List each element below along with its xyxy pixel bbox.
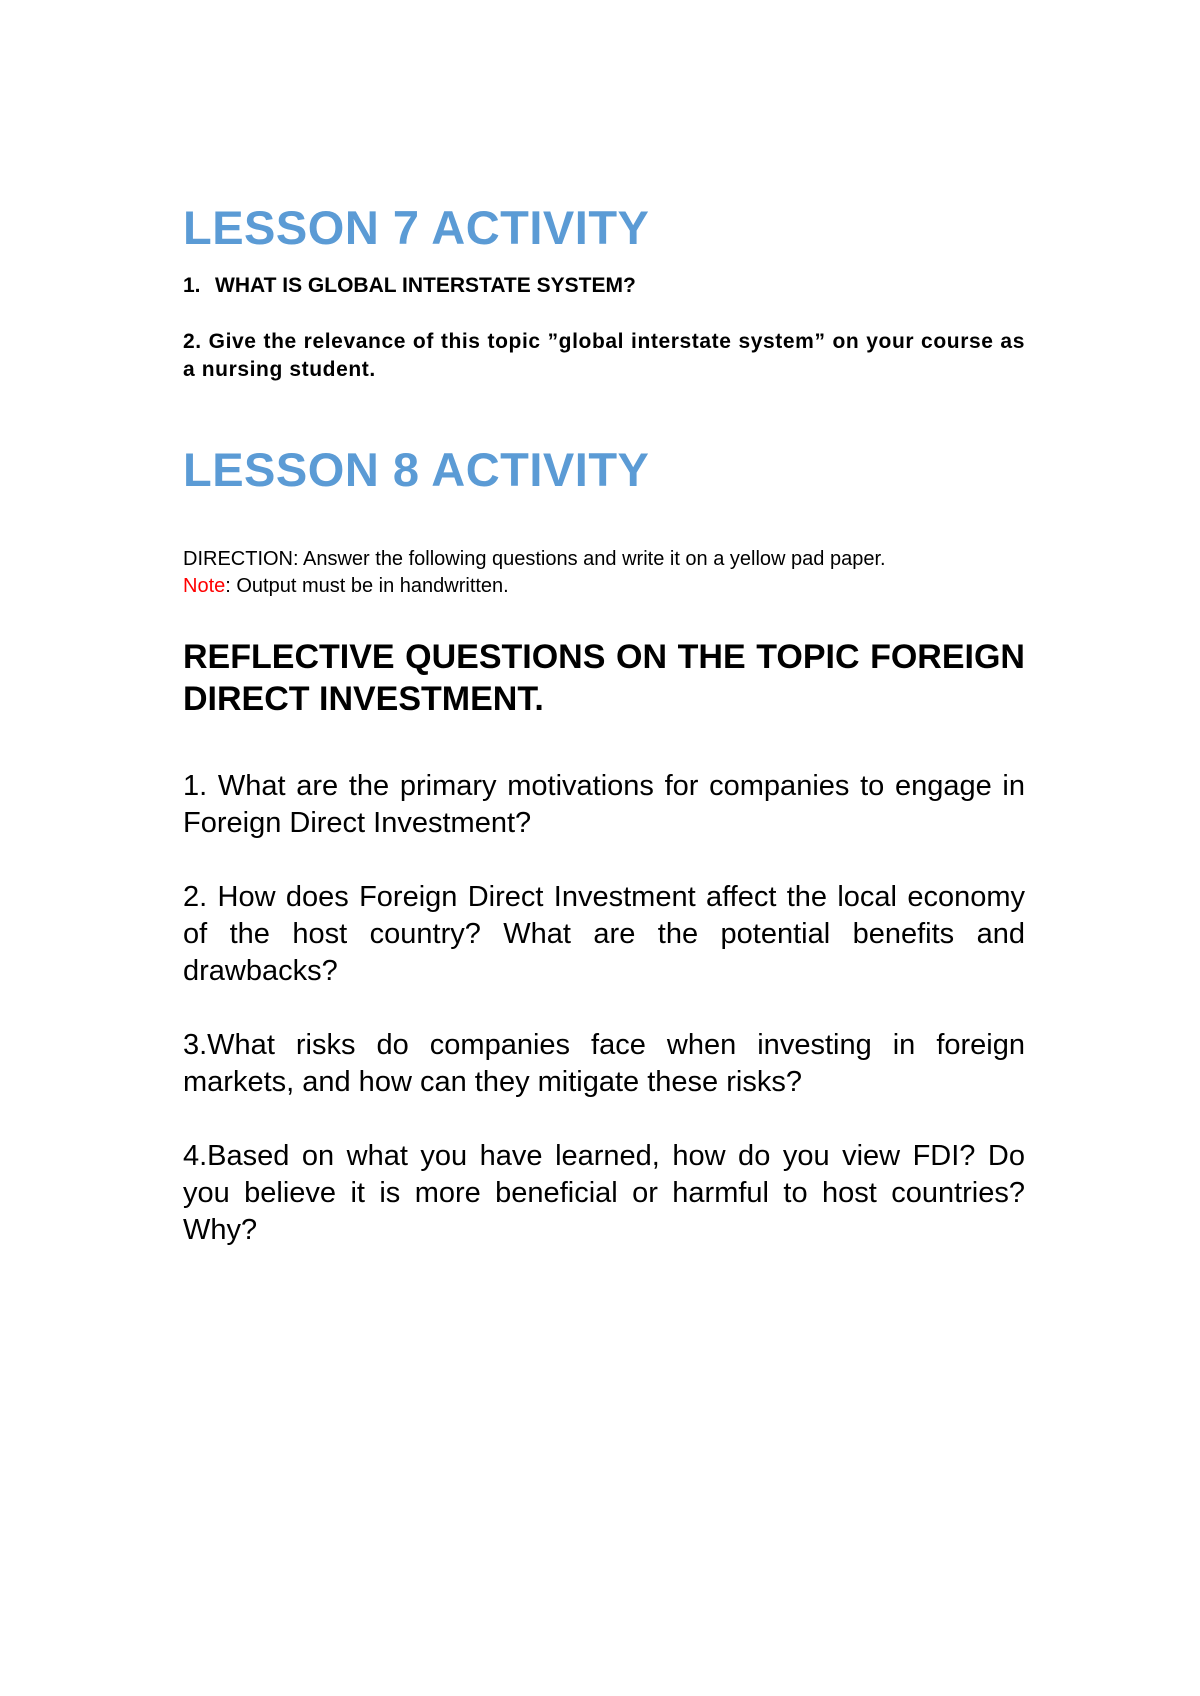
note-line — [183, 573, 1025, 600]
reflective-question-4: 4.Based on what you have learned, how do you view FDI? Do you believe it is more beneficial or harmful to host countries? Why? — [183, 1140, 1025, 1246]
lesson-7-question-2: 2. Give the relevance of this topic ”global interstate system” on your course as a nursing student. — [183, 330, 1025, 381]
reflective-question-1: 1. What are the primary motivations for companies to engage in Foreign Direct Investment? — [183, 770, 1025, 839]
direction-text: DIRECTION: Answer the following questions and write it on a yellow pad paper. — [183, 548, 886, 570]
note-label: Note — [183, 575, 226, 597]
reflective-question-3: 3.What risks do companies face when investing in foreign markets, and how can they mitigate these risks? — [183, 1029, 1025, 1098]
lesson-7-section — [183, 200, 1025, 384]
lesson-7-question-1-number: 1. — [183, 274, 201, 297]
lesson-7-title: LESSON 7 ACTIVITY — [183, 201, 650, 254]
reflective-questions-list — [183, 768, 1025, 1249]
direction-block — [183, 546, 1025, 600]
reflective-questions-heading: REFLECTIVE QUESTIONS ON THE TOPIC FOREIGN DIRECT INVESTMENT. — [183, 638, 1025, 718]
reflective-question-2: 2. How does Foreign Direct Investment affect the local economy of the host country? What are the potential benefits and drawbacks? — [183, 881, 1025, 987]
note-text: : Output must be in handwritten. — [225, 575, 509, 597]
lesson-8-title: LESSON 8 ACTIVITY — [183, 443, 650, 496]
lesson-7-question-1-text: WHAT IS GLOBAL INTERSTATE SYSTEM? — [215, 274, 636, 297]
lesson-7-question-1 — [183, 272, 1025, 300]
document-content — [183, 200, 1025, 1286]
lesson-8-section — [183, 442, 1025, 1249]
